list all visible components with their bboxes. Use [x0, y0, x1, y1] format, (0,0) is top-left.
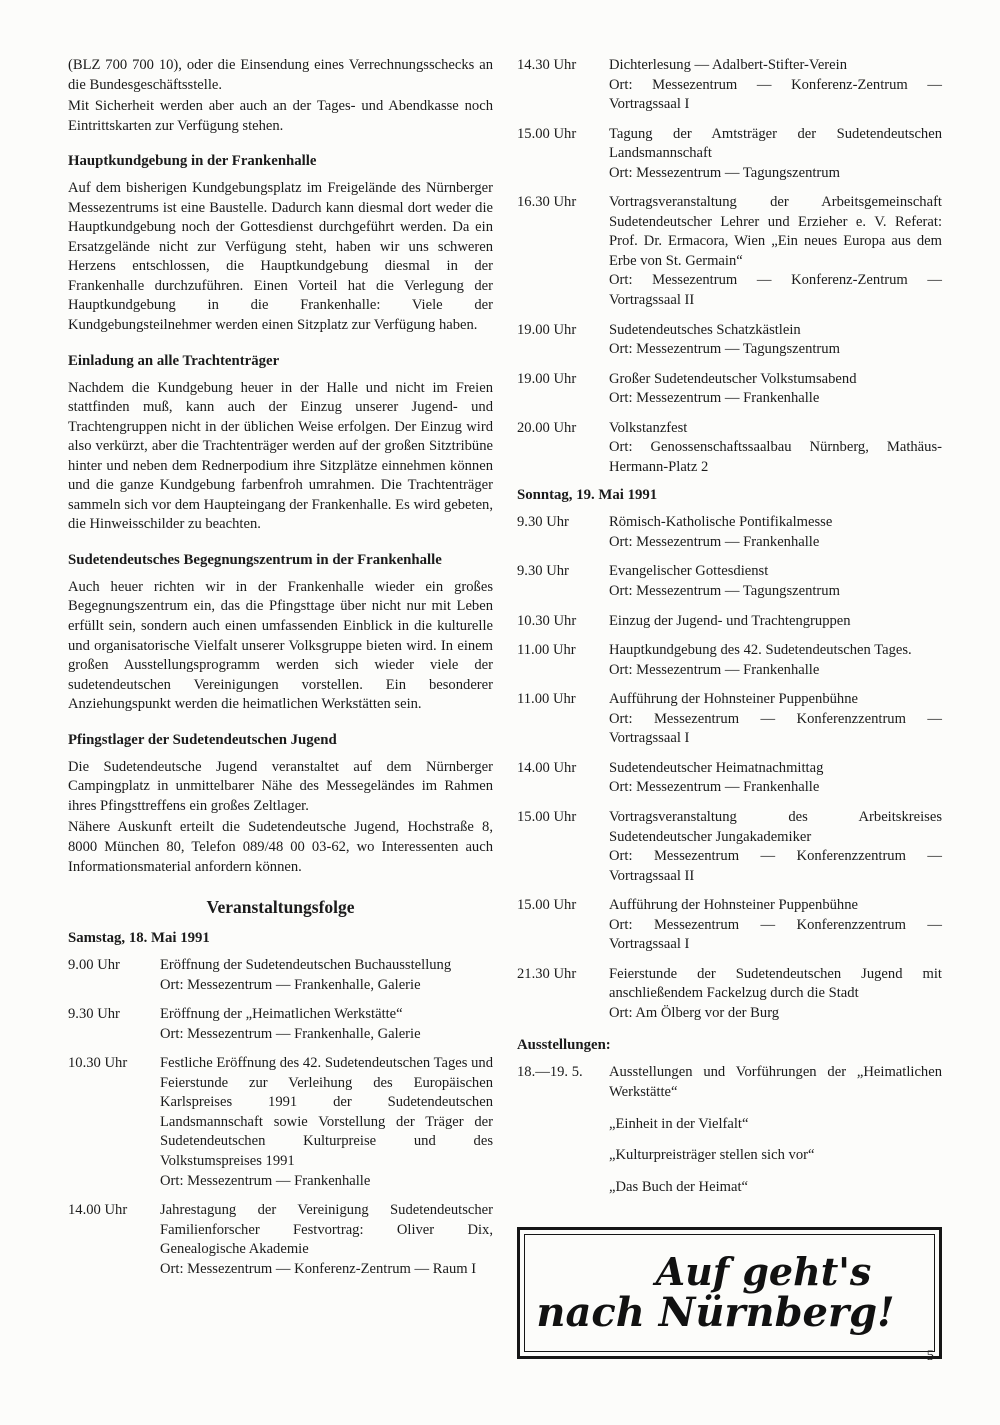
schedule-event: [68, 1201, 493, 1279]
exhibition-line: „Einheit in der Vielfalt“: [609, 1115, 749, 1132]
event-line: Einzug der Jugend- und Trachtengruppen: [609, 612, 851, 629]
event-line: Ort: Messezentrum — Frankenhalle: [609, 779, 820, 796]
event-line: Ort: Messezentrum — Konferenzzentrum — Vortragssaal II: [609, 848, 942, 884]
event-time: 15.00 Uhr: [517, 125, 577, 142]
event-line: Ort: Messezentrum — Tagungszentrum: [609, 164, 840, 181]
event-time: 10.30 Uhr: [517, 612, 577, 629]
schedule-event: [517, 562, 942, 601]
event-line: Ort: Messezentrum — Tagungszentrum: [609, 341, 840, 358]
schedule-event: [517, 612, 942, 632]
schedule-event: [517, 759, 942, 798]
schedule-event: [517, 56, 942, 115]
exhibition-line: „Das Buch der Heimat“: [609, 1178, 748, 1195]
event-line: Ort: Messezentrum — Konferenz-Zentrum — Vortragssaal I: [609, 76, 942, 113]
section-heading-hauptkundgebung: Hauptkundgebung in der Frankenhalle: [68, 153, 317, 170]
event-description: [609, 612, 942, 632]
event-line: Evangelischer Gottesdienst: [609, 563, 769, 580]
exhibitions-entry: [517, 1063, 942, 1209]
schedule-event: [517, 321, 942, 360]
event-description: [609, 965, 942, 1024]
section-paragraph: Nähere Auskunft erteilt die Sudetendeutsche Jugend, Hochstraße 8, 8000 München 80, Telefon 089/48 00 03-62, wo Interessenten auch Informationsmaterial anfordern können.: [68, 819, 493, 875]
event-line: Ort: Messezentrum — Frankenhalle: [609, 533, 820, 550]
event-line: Volkstanzfest: [609, 419, 688, 436]
schedule-event: [517, 513, 942, 552]
banner-frame: [524, 1234, 935, 1352]
event-description: [160, 1054, 493, 1191]
left-column: [68, 56, 493, 1359]
event-description: [160, 956, 493, 995]
day-heading-sonntag: Sonntag, 19. Mai 1991: [517, 487, 658, 504]
event-description: [609, 419, 942, 478]
event-line: Dichterlesung — Adalbert-Stifter-Verein: [609, 57, 847, 73]
page-content: [68, 56, 942, 1359]
event-time: 11.00 Uhr: [517, 691, 576, 708]
event-time: 15.00 Uhr: [517, 808, 577, 825]
banner-line-2: nach Nürnberg!: [536, 1289, 895, 1337]
section-paragraph: Auf dem bisherigen Kundgebungsplatz im Freigelände des Nürnberger Messezentrums ist eine Baustelle. Dadurch kann diesmal dort weder die Hauptkundgebung noch der Gottesdienst durchgeführt werden. Da ein Ersatzgelände nicht zur Verfügung steht, haben wir uns schweren Herzens entschlossen, die Hauptkundgebung diesmal in der Frankenhalle durchzuführen. Einen Vorteil hat die Verlegung der Hauptkundgebung in die Frankenhalle: Viele der Kundgebungsteilnehmer werden einen Sitzplatz zur Verfügung haben.: [68, 180, 493, 334]
event-description: [609, 759, 942, 798]
schedule-event: [517, 965, 942, 1024]
event-line: Ort: Messezentrum — Konferenz-Zentrum — Vortragssaal II: [609, 272, 942, 309]
event-line: Römisch-Katholische Pontifikalmesse: [609, 514, 833, 531]
event-line: Ort: Messezentrum — Tagungszentrum: [609, 583, 840, 600]
event-time: 20.00 Uhr: [517, 419, 577, 436]
banner-box: [517, 1227, 942, 1359]
event-time: 14.00 Uhr: [68, 1202, 128, 1219]
event-line: Ort: Messezentrum — Frankenhalle, Galerie: [160, 976, 421, 993]
intro-paragraph: Mit Sicherheit werden aber auch an der Tages- und Abendkasse noch Eintrittskarten zur Verfügung stehen.: [68, 98, 493, 134]
event-line: Aufführung der Hohnsteiner Puppenbühne: [609, 691, 858, 708]
section-heading-einladung: Einladung an alle Trachtenträger: [68, 352, 280, 369]
event-line: Ort: Messezentrum — Konferenzzentrum — Vortragssaal I: [609, 710, 942, 747]
schedule-event: [517, 896, 942, 955]
banner-line-1: Auf geht's: [655, 1249, 872, 1295]
event-line: Eröffnung der Sudetendeutschen Buchausstellung: [160, 957, 452, 974]
event-time: 21.30 Uhr: [517, 965, 577, 982]
event-description: [609, 321, 942, 360]
event-description: [160, 1005, 493, 1044]
event-line: Vortragsveranstaltung des Arbeitskreises Sudetendeutscher Jungakademiker: [609, 808, 942, 845]
event-line: Ort: Messezentrum — Frankenhalle: [160, 1172, 371, 1189]
event-line: Ort: Am Ölberg vor der Burg: [609, 1004, 780, 1021]
event-line: Tagung der Amtsträger der Sudetendeutschen Landsmannschaft: [609, 125, 942, 162]
event-line: Sudetendeutscher Heimatnachmittag: [609, 759, 824, 776]
schedule-event: [517, 370, 942, 409]
day-heading-samstag: Samstag, 18. Mai 1991: [68, 930, 210, 947]
event-line: Vortragsveranstaltung der Arbeitsgemeinschaft Sudetendeutscher Lehrer und Erzieher e. V. Referat: Prof. Dr. Ermacora, Wien „Ein neues Europa aus dem Erbe von St. Germain“: [609, 194, 942, 269]
schedule-title: Veranstaltungsfolge: [206, 897, 355, 918]
exhibition-line: „Kulturpreisträger stellen sich vor“: [609, 1147, 815, 1164]
event-line: Ort: Genossenschaftssaalbau Nürnberg, Mathäus-Hermann-Platz 2: [609, 439, 942, 475]
schedule-event: [68, 1005, 493, 1044]
event-line: Ort: Messezentrum — Frankenhalle: [609, 390, 820, 407]
event-line: Eröffnung der „Heimatlichen Werkstätte“: [160, 1006, 403, 1023]
schedule-event: [517, 193, 942, 310]
event-description: [609, 56, 942, 115]
event-description: [609, 896, 942, 955]
event-line: Jahrestagung der Vereinigung Sudetendeutscher Familienforscher Festvortrag: Oliver Dix, Genealogische Akademie: [160, 1202, 493, 1258]
event-line: Ort: Messezentrum — Frankenhalle: [609, 661, 820, 678]
event-line: Feierstunde der Sudetendeutschen Jugend mit anschließendem Fackelzug durch die Stadt: [609, 965, 942, 1002]
exhibition-date: 18.—19. 5.: [517, 1064, 583, 1081]
event-time: 9.30 Uhr: [517, 514, 569, 531]
section-paragraph: Nachdem die Kundgebung heuer in der Halle und nicht im Freien stattfinden muß, kann auch der Einzug unserer Jugend- und Trachtengruppen nicht in der üblichen Weise erfolgen. Der Einzug wird also verkürzt, aber die Trachtenträger werden auf der großen Sitztribüne hinter und neben dem Rednerpodium ihre Sitzplätze einnehmen können und die ganze Kundgebung farbenfroh umrahmen. Die Trachtenträger sammeln sich vor dem Haupteingang der Frankenhalle. Es wird gebeten, die Hinweisschilder zu beachten.: [68, 379, 493, 533]
schedule-event: [68, 1054, 493, 1191]
event-line: Großer Sudetendeutscher Volkstumsabend: [609, 370, 857, 387]
event-line: Aufführung der Hohnsteiner Puppenbühne: [609, 897, 858, 914]
schedule-event: [517, 125, 942, 184]
event-line: Ort: Messezentrum — Frankenhalle, Galerie: [160, 1025, 421, 1042]
schedule-event: [517, 690, 942, 749]
intro-paragraph: (BLZ 700 700 10), oder die Einsendung eines Verrechnungsschecks an die Bundesgeschäftsstelle.: [68, 57, 493, 93]
event-description: [609, 808, 942, 886]
exhibitions-heading: Ausstellungen:: [517, 1037, 611, 1054]
section-paragraph: Auch heuer richten wir in der Frankenhalle wieder ein großes Begegnungszentrum ein, das die Pfingsttage über nicht nur mit Leben erfüllt sein, sondern auch einen umfassenden Einblick in die kulturelle und organisatorische Vielfalt unserer Volksgruppe bieten wird. In einem großen Ausstellungsprogramm werden sich wieder viele der sudetendeutschen Vereinigungen vorstellen. Ein besonderer Anziehungspunkt werden die heimatlichen Werkstätten sein.: [68, 578, 493, 713]
event-description: [609, 125, 942, 184]
event-time: 9.30 Uhr: [68, 1006, 120, 1023]
event-description: [609, 193, 942, 310]
event-line: Hauptkundgebung des 42. Sudetendeutschen Tages.: [609, 642, 912, 659]
event-description: [609, 641, 942, 680]
schedule-event: [517, 808, 942, 886]
event-description: [609, 513, 942, 552]
event-time: 14.30 Uhr: [517, 57, 577, 73]
schedule-event: [517, 419, 942, 478]
event-time: 16.30 Uhr: [517, 194, 577, 211]
schedule-event: [68, 956, 493, 995]
schedule-event: [517, 641, 942, 680]
event-time: 9.30 Uhr: [517, 563, 569, 580]
event-line: Ort: Messezentrum — Konferenzzentrum — Vortragssaal I: [609, 916, 942, 953]
event-time: 10.30 Uhr: [68, 1055, 128, 1072]
section-heading-begegnungszentrum: Sudetendeutsches Begegnungszentrum in der Frankenhalle: [68, 551, 442, 568]
section-heading-pfingstlager: Pfingstlager der Sudetendeutschen Jugend: [68, 731, 337, 748]
event-time: 15.00 Uhr: [517, 897, 577, 914]
event-time: 19.00 Uhr: [517, 370, 577, 387]
page-number: 5: [926, 1348, 934, 1364]
two-column-layout: [68, 56, 942, 1359]
section-paragraph: Die Sudetendeutsche Jugend veranstaltet auf dem Nürnberger Campingplatz in unmittelbarer Nähe des Messegeländes im Rahmen ihres Pfingsttreffens ein großes Zeltlager.: [68, 758, 493, 814]
event-description: [609, 370, 942, 409]
event-description: [609, 562, 942, 601]
event-time: 11.00 Uhr: [517, 642, 576, 659]
right-column: [517, 56, 942, 1359]
event-description: [160, 1201, 493, 1279]
event-time: 19.00 Uhr: [517, 321, 577, 338]
event-line: Sudetendeutsches Schatzkästlein: [609, 321, 801, 338]
exhibition-line: Ausstellungen und Vorführungen der „Heimatlichen Werkstätte“: [609, 1064, 942, 1100]
event-description: [609, 690, 942, 749]
event-time: 9.00 Uhr: [68, 957, 120, 974]
event-time: 14.00 Uhr: [517, 759, 577, 776]
event-line: Ort: Messezentrum — Konferenz-Zentrum — Raum I: [160, 1260, 477, 1277]
event-line: Festliche Eröffnung des 42. Sudetendeutschen Tages und Feierstunde zur Verleihung des Europäischen Karlspreises 1991 der Sudetendeutschen Landsmannschaft sowie Vorstellung der Träger der Sudetendeutschen Kulturpreise und des Volkstumspreises 1991: [160, 1055, 493, 1169]
exhibition-lines: [609, 1063, 942, 1209]
